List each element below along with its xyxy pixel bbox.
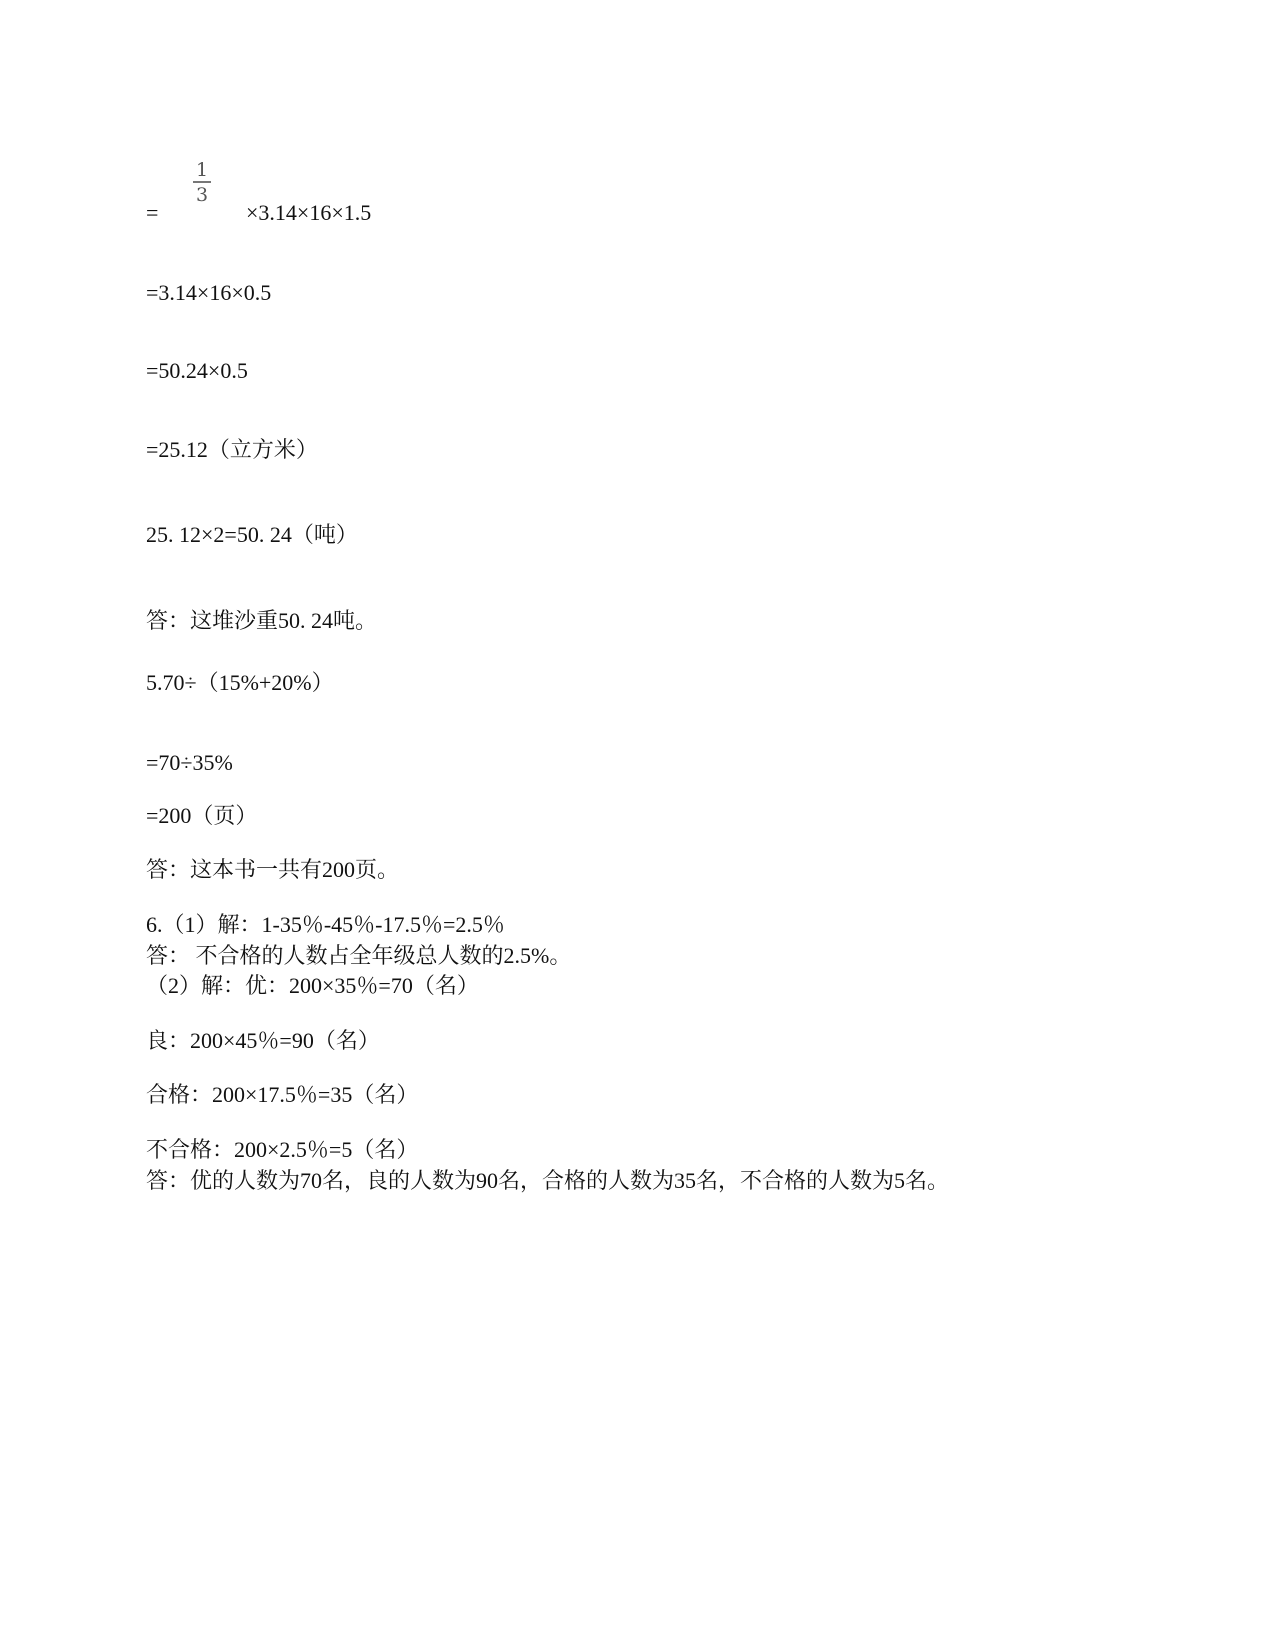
equals-sign: = [146,200,159,225]
unqualified-count-line: 不合格：200×2.5％=5（名） [146,1137,419,1162]
problem-5-line-1: 5.70÷（15%+20%） [146,670,334,695]
problem-6-part-2: （2）解：优：200×35％=70（名） [146,973,479,998]
equation-expression: ×3.14×16×1.5 [246,200,372,225]
answer-line-counts: 答：优的人数为70名，良的人数为90名，合格的人数为35名，不合格的人数为5名。 [146,1168,950,1193]
fraction-bar [193,181,211,183]
problem-6-part-1: 6.（1）解：1-35％-45％-17.5％=2.5％ [146,912,505,937]
answer-line-pages: 答：这本书一共有200页。 [146,857,400,882]
answer-line-unqualified: 答： 不合格的人数占全年级总人数的2.5%。 [146,943,572,968]
fraction-numerator: 1 [195,159,209,181]
equation-line-3: =50.24×0.5 [146,358,248,383]
qualified-count-line: 合格：200×17.5％=35（名） [146,1082,419,1107]
fraction-denominator: 3 [195,184,209,206]
calculation-line-tons: 25. 12×2=50. 24（吨） [146,522,358,547]
equation-line-2: =3.14×16×0.5 [146,280,272,305]
answer-line-sand: 答：这堆沙重50. 24吨。 [146,608,378,633]
problem-5-line-3: =200（页） [146,803,258,828]
equation-line-4: =25.12（立方米） [146,437,318,462]
equation-line-1 [146,160,746,230]
fraction-one-third [191,160,213,206]
good-count-line: 良：200×45％=90（名） [146,1028,380,1053]
problem-5-line-2: =70÷35% [146,750,233,775]
